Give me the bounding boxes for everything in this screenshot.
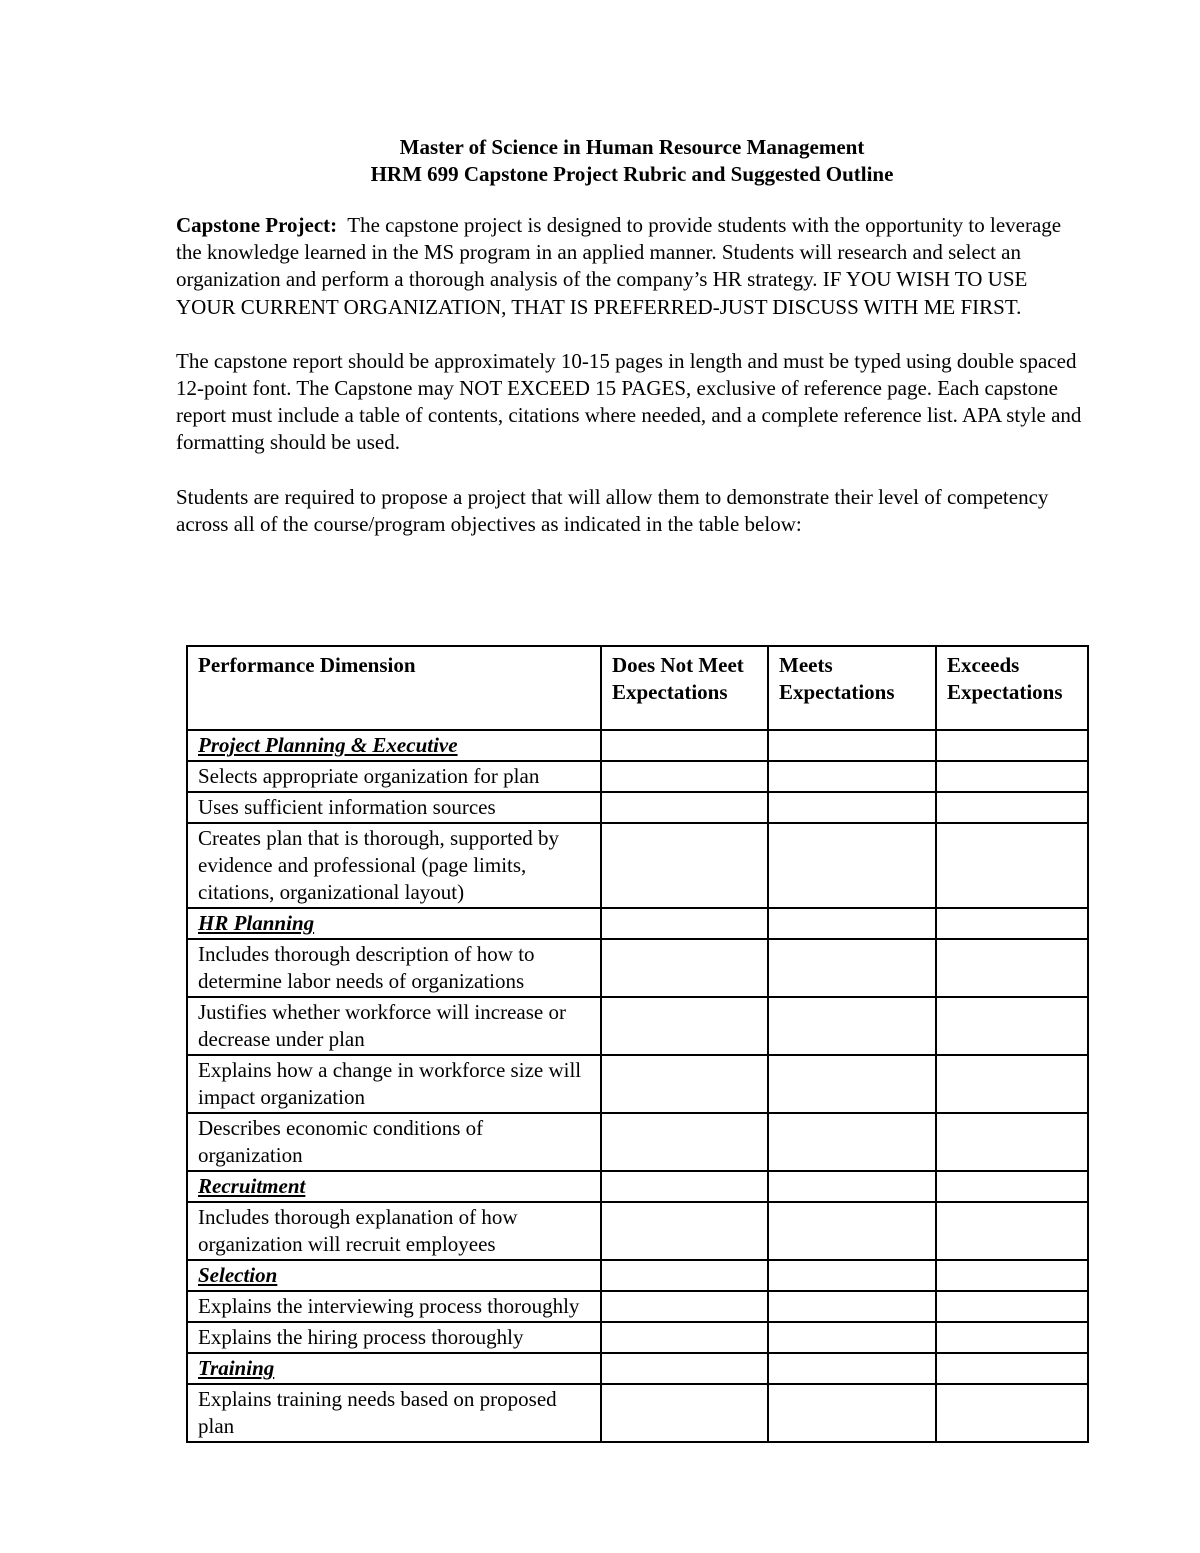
rubric-item-row: [187, 939, 1088, 997]
exceeds-cell: [936, 908, 1088, 939]
rubric-section-row: [187, 1171, 1088, 1202]
rubric-item-row: [187, 997, 1088, 1055]
criterion-label: Justifies whether workforce will increase or decrease under plan: [187, 997, 601, 1055]
criterion-label: Explains the hiring process thoroughly: [187, 1322, 601, 1353]
intro-lead: Capstone Project:: [176, 213, 338, 237]
exceeds-cell: [936, 1260, 1088, 1291]
criterion-label: Selects appropriate organization for plan: [187, 761, 601, 792]
exceeds-cell: [936, 792, 1088, 823]
section-label: Recruitment: [187, 1171, 601, 1202]
criterion-label: Describes economic conditions of organization: [187, 1113, 601, 1171]
meets-cell: [768, 823, 936, 908]
rubric-item-row: [187, 761, 1088, 792]
does-not-meet-cell: [601, 997, 768, 1055]
meets-cell: [768, 1291, 936, 1322]
criterion-label: Explains how a change in workforce size will impact organization: [187, 1055, 601, 1113]
criterion-label: Includes thorough explanation of how organization will recruit employees: [187, 1202, 601, 1260]
does-not-meet-cell: [601, 792, 768, 823]
meets-cell: [768, 1384, 936, 1442]
length-paragraph: The capstone report should be approximately 10-15 pages in length and must be typed using double spaced 12-point font. The Capstone may NOT EXCEED 15 PAGES, exclusive of reference page. Each capstone report must include a table of contents, citations where needed, and a complete reference list. APA style and formatting should be used.: [176, 348, 1082, 455]
rubric-item-row: [187, 1291, 1088, 1322]
meets-cell: [768, 997, 936, 1055]
intro-text: The capstone project is designed to provide students with the opportunity to leverage the knowledge learned in the MS program in an applied manner. Students will research and select an organization and perform a thorough analysis of the company’s HR strategy. IF YOU WISH TO USE YOUR CURRENT ORGANIZATION, THAT IS PREFERRED-JUST DISCUSS WITH ME FIRST.: [176, 213, 1067, 319]
meets-cell: [768, 908, 936, 939]
does-not-meet-cell: [601, 1260, 768, 1291]
rubric-section-row: [187, 1353, 1088, 1384]
exceeds-cell: [936, 1113, 1088, 1171]
exceeds-cell: [936, 1291, 1088, 1322]
does-not-meet-cell: [601, 1353, 768, 1384]
meets-cell: [768, 1113, 936, 1171]
meets-cell: [768, 1171, 936, 1202]
meets-cell: [768, 792, 936, 823]
document-page: [176, 134, 1088, 538]
rubric-item-row: [187, 1384, 1088, 1442]
rubric-item-row: [187, 1322, 1088, 1353]
criterion-label: Explains the interviewing process thoroughly: [187, 1291, 601, 1322]
does-not-meet-cell: [601, 761, 768, 792]
rubric-item-row: [187, 1113, 1088, 1171]
meets-cell: [768, 1260, 936, 1291]
intro-paragraph: [176, 212, 1088, 321]
does-not-meet-cell: [601, 1113, 768, 1171]
exceeds-cell: [936, 1202, 1088, 1260]
does-not-meet-cell: [601, 823, 768, 908]
does-not-meet-cell: [601, 1202, 768, 1260]
document-subtitle: HRM 699 Capstone Project Rubric and Suggested Outline: [370, 162, 894, 186]
header-does-not-meet: Does Not Meet Expectations: [601, 646, 768, 730]
header-exceeds: Exceeds Expectations: [936, 646, 1088, 730]
requirements-paragraph: Students are required to propose a project that will allow them to demonstrate their level of competency across all of the course/program objectives as indicated in the table below:: [176, 484, 1049, 536]
does-not-meet-cell: [601, 939, 768, 997]
exceeds-cell: [936, 1171, 1088, 1202]
section-label: Selection: [187, 1260, 601, 1291]
meets-cell: [768, 939, 936, 997]
criterion-label: Uses sufficient information sources: [187, 792, 601, 823]
exceeds-cell: [936, 761, 1088, 792]
exceeds-cell: [936, 939, 1088, 997]
meets-cell: [768, 730, 936, 761]
rubric-item-row: [187, 823, 1088, 908]
exceeds-cell: [936, 1322, 1088, 1353]
exceeds-cell: [936, 730, 1088, 761]
rubric-item-row: [187, 1202, 1088, 1260]
does-not-meet-cell: [601, 908, 768, 939]
exceeds-cell: [936, 1353, 1088, 1384]
exceeds-cell: [936, 1055, 1088, 1113]
criterion-label: Includes thorough description of how to determine labor needs of organizations: [187, 939, 601, 997]
meets-cell: [768, 1353, 936, 1384]
rubric-item-row: [187, 792, 1088, 823]
rubric-section-row: [187, 908, 1088, 939]
rubric-section-row: [187, 1260, 1088, 1291]
rubric-section-row: [187, 730, 1088, 761]
does-not-meet-cell: [601, 1384, 768, 1442]
section-label: Project Planning & Executive: [187, 730, 601, 761]
does-not-meet-cell: [601, 1055, 768, 1113]
meets-cell: [768, 761, 936, 792]
section-label: HR Planning: [187, 908, 601, 939]
meets-cell: [768, 1055, 936, 1113]
document-title: Master of Science in Human Resource Management: [399, 135, 865, 159]
exceeds-cell: [936, 823, 1088, 908]
does-not-meet-cell: [601, 1171, 768, 1202]
criterion-label: Explains training needs based on proposed plan: [187, 1384, 601, 1442]
rubric-header-row: [187, 646, 1088, 730]
rubric-body: [187, 730, 1088, 1442]
meets-cell: [768, 1322, 936, 1353]
does-not-meet-cell: [601, 730, 768, 761]
exceeds-cell: [936, 997, 1088, 1055]
exceeds-cell: [936, 1384, 1088, 1442]
does-not-meet-cell: [601, 1291, 768, 1322]
rubric-table: [186, 645, 1089, 1443]
header-meets: Meets Expectations: [768, 646, 936, 730]
header-performance-dimension: Performance Dimension: [187, 646, 601, 730]
criterion-label: Creates plan that is thorough, supported by evidence and professional (page limits, citations, organizational layout): [187, 823, 601, 908]
meets-cell: [768, 1202, 936, 1260]
does-not-meet-cell: [601, 1322, 768, 1353]
section-label: Training: [187, 1353, 601, 1384]
rubric-item-row: [187, 1055, 1088, 1113]
